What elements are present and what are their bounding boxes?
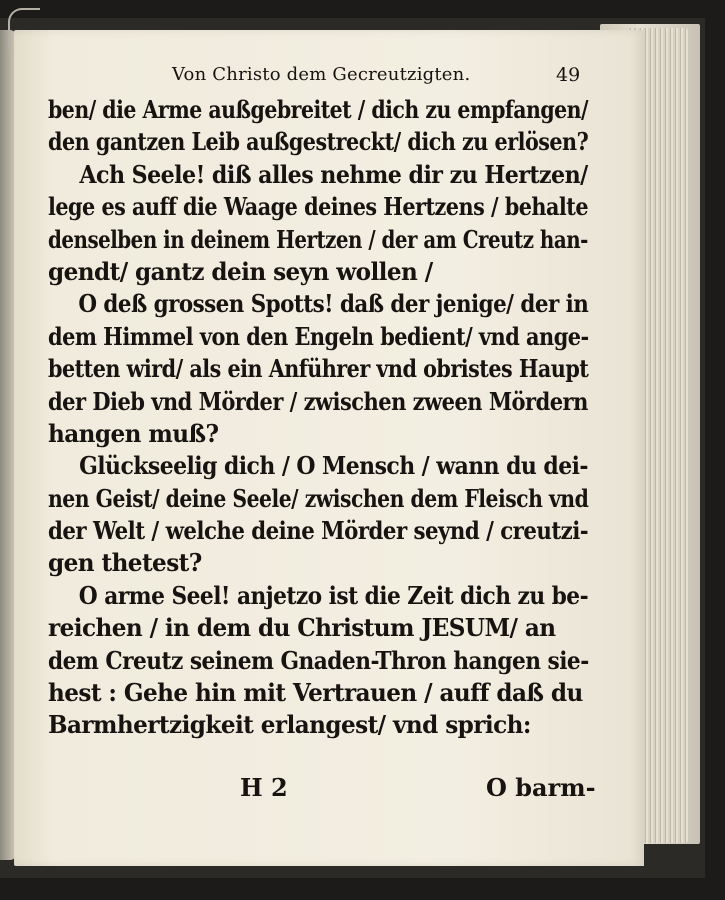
signature-mark: H 2 xyxy=(240,773,288,802)
text-line: gen thetest? xyxy=(48,548,202,578)
text-line: O deß grossen Spotts! daß der jenige/ der in xyxy=(78,289,589,319)
text-line: der Dieb vnd Mörder / zwischen zween Mördern xyxy=(48,386,588,416)
text-line: gendt/ gantz dein seyn wollen / xyxy=(48,256,433,286)
text-line: der Welt / welche deine Mörder seynd / creutzi- xyxy=(48,516,589,546)
text-line: den gantzen Leib außgestreckt/ dich zu erlösen? xyxy=(48,127,589,157)
text-line: denselben in deinem Hertzen / der am Creutz han- xyxy=(48,224,588,254)
body-text xyxy=(48,94,608,742)
text-line: betten wird/ als ein Anführer vnd obristes Haupt xyxy=(48,354,589,384)
page-number: 49 xyxy=(556,64,581,86)
text-line: nen Geist/ deine Seele/ zwischen dem Fleisch vnd xyxy=(48,483,589,513)
text-line: Barmhertzigkeit erlangest/ vnd sprich: xyxy=(48,710,531,740)
running-title: Von Christo dem Gecreutzigten. xyxy=(172,64,471,85)
text-line: dem Creutz seinem Gnaden-Thron hangen sie- xyxy=(48,645,589,675)
text-line: hest : Gehe hin mit Vertrauen / auff daß du xyxy=(48,678,583,708)
catchword: O barm- xyxy=(486,773,596,802)
text-line: lege es auff die Waage deines Hertzens / behalte xyxy=(48,192,589,222)
text-line: O arme Seel! anjetzo ist die Zeit dich zu be- xyxy=(78,580,589,610)
text-line: dem Himmel von den Engeln bedient/ vnd ange- xyxy=(48,321,589,351)
text-line: reichen / in dem du Christum JESUM/ an xyxy=(48,613,556,643)
text-line: hangen muß? xyxy=(48,418,219,448)
text-line: ben/ die Arme außgebreitet / dich zu empfangen/ xyxy=(48,95,588,124)
text-line: Ach Seele! diß alles nehme dir zu Hertzen/ xyxy=(79,159,588,189)
text-line: Glückseelig dich / O Mensch / wann du dei- xyxy=(79,451,588,481)
